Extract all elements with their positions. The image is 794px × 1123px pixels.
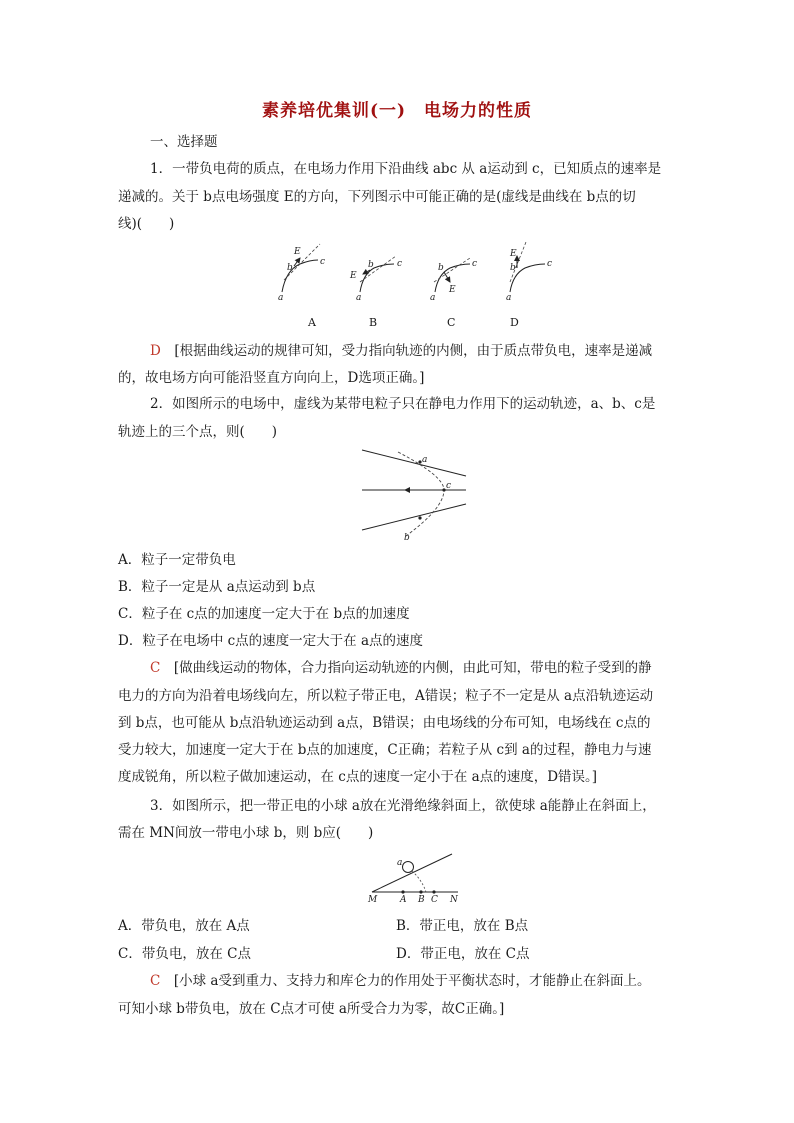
svg-text:E: E [350,271,357,281]
q3-option-d: D．带正电，放在 C点 [396,946,530,962]
svg-text:a: a [278,293,284,303]
svg-text:A: A [400,895,407,905]
svg-text:a: a [356,293,362,303]
q1-figure-b [349,256,402,303]
svg-text:b: b [368,260,374,270]
q2-answer-line-5: 度成锐角，所以粒子做加速运动，在 c点的速度一定小于在 a点的速度，D错误。] [118,769,598,785]
svg-text:b: b [404,533,410,543]
q2-answer: C [150,660,161,676]
q2-option-a: A．粒子一定带负电 [118,552,236,568]
q1-answer-line-1: D [根据曲线运动的规律可知，受力指向轨迹的内侧，由于质点带负电，速率是递减 [150,343,653,359]
q1-label-a: A [308,316,316,329]
q1-figures [270,240,560,310]
q2-stem-line-2: 轨迹上的三个点，则( ) [118,424,278,440]
q2-answer-line-2: 电力的方向为沿着电场线向左，所以粒子带正电，A错误；粒子不一定是从 a点沿轨迹运动 [118,688,654,704]
q1-stem-line-2: 递减的。关于 b点电场强度 E的方向，下列图示中可能正确的是(虚线是曲线在 b点的切 [118,189,636,205]
q2-option-d: D．粒子在电场中 c点的速度一定大于在 a点的速度 [118,633,424,649]
q2-option-b: B．粒子一定是从 a点运动到 b点 [118,579,316,595]
svg-text:c: c [446,481,452,491]
q3-figure [368,852,468,904]
svg-text:B: B [418,895,425,905]
q1-figure-c [430,258,477,303]
q2-answer-line-1: C [做曲线运动的物体，合力指向运动轨迹的内侧，由此可知，带电的粒子受到的静 [150,660,652,676]
q1-label-d: D [510,316,519,329]
q3-answer-line-2: 可知小球 b带负电，放在 C点才可使 a所受合力为零，故C正确。] [118,1001,505,1017]
svg-text:b: b [287,263,293,273]
q1-stem-line-1: 1．一带负电荷的质点，在电场力作用下沿曲线 abc 从 a运动到 c，已知质点的速率是 [150,161,662,177]
section-heading: 一、选择题 [150,134,218,150]
q1-label-c: C [447,316,456,329]
q2-option-c: C．粒子在 c点的加速度一定大于在 b点的加速度 [118,606,410,622]
q1-figure-a [278,244,325,303]
svg-text:c: c [397,259,403,269]
svg-text:M: M [368,895,378,905]
svg-text:a: a [422,455,428,465]
svg-text:a: a [430,293,436,303]
q1-answer: D [150,343,161,359]
q1-label-b: B [369,316,378,329]
q2-answer-line-4: 受力较大，加速度一定大于在 b点的加速度，C正确；若粒子从 c到 a的过程，静电力与速 [118,742,652,758]
svg-text:c: c [472,259,478,269]
q1-answer-line-2: 的，故电场方向可能沿竖直方向向上，D选项正确。] [118,370,425,386]
q3-option-b: B．带正电，放在 B点 [396,918,529,934]
svg-text:a: a [506,293,512,303]
q3-answer: C [150,973,161,989]
svg-text:N: N [450,895,458,905]
svg-text:C: C [431,895,438,905]
svg-text:b: b [438,263,444,273]
svg-text:E: E [294,247,301,257]
q3-stem-line-2: 需在 MN间放一带电小球 b，则 b应( ) [118,825,374,841]
svg-text:c: c [320,257,326,267]
title-part2: 电场力的性质 [424,101,533,121]
q3-option-c: C．带负电，放在 C点 [118,946,251,962]
q3-stem-line-1: 3．如图所示，把一带正电的小球 a放在光滑绝缘斜面上，欲使球 a能静止在斜面上， [150,798,656,814]
title-part1: 素养培优集训(一) [261,101,407,121]
svg-text:E: E [449,285,456,295]
q2-figure [358,446,470,542]
q1-stem-line-3: 线)( ) [118,216,175,232]
q3-answer-line-1: C [小球 a受到重力、支持力和库仑力的作用处于平衡状态时，才能静止在斜面上。 [150,973,651,989]
q3-option-a: A．带负电，放在 A点 [118,918,250,934]
q2-answer-line-3: 到 b点，也可能从 b点沿轨迹运动到 a点，B错误；由电场线的分布可知，电场线在 c点的 [118,715,651,731]
q1-figure-d [506,242,552,303]
page-title [0,96,794,121]
svg-text:E: E [510,249,517,259]
q2-stem-line-1: 2．如图所示的电场中，虚线为某带电粒子只在静电力作用下的运动轨迹，a、b、c是 [150,396,656,412]
svg-text:c: c [547,259,553,269]
svg-text:a: a [397,858,403,868]
svg-text:b: b [510,263,516,273]
